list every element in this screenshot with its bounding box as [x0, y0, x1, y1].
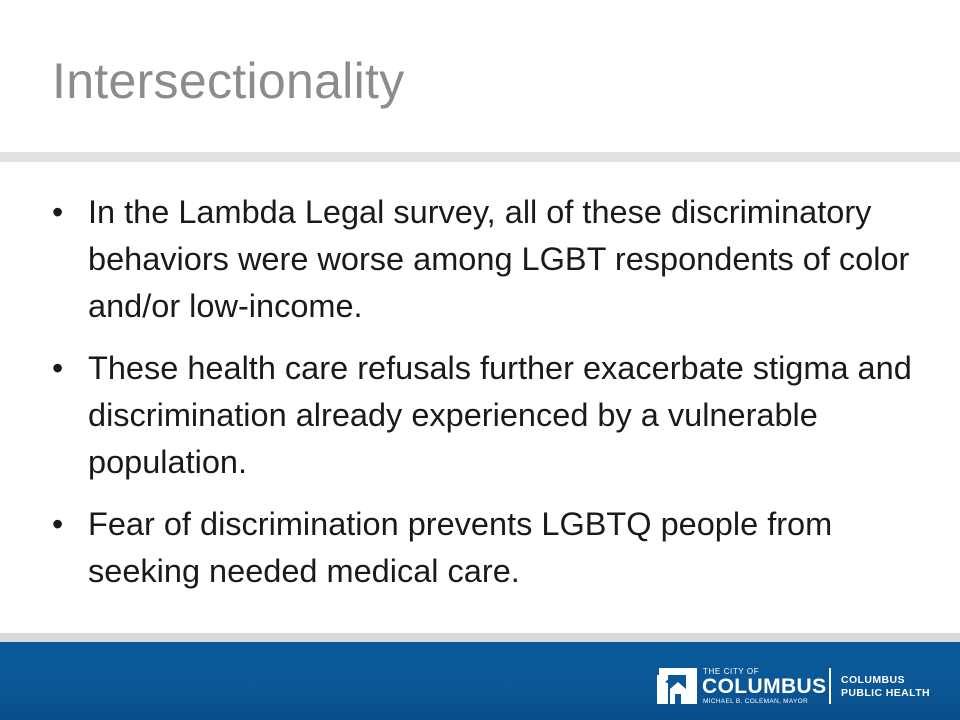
bullet-text: Fear of discrimination prevents LGBTQ people from seeking needed medical care. [88, 506, 833, 589]
bullet-item [52, 345, 932, 486]
slide-title: Intersectionality [52, 53, 405, 109]
logo-department [841, 674, 930, 700]
logo-dept-line-2: PUBLIC HEALTH [841, 687, 930, 699]
logo-city-name: COLUMBUS [702, 675, 827, 698]
logo-city-prefix: THE CITY OF [703, 667, 760, 676]
bullet-item [52, 189, 932, 330]
logo-mayor-line: MICHAEL B. COLEMAN, MAYOR [703, 698, 809, 705]
bullet-text: In the Lambda Legal survey, all of these discriminatory behaviors were worse among LGBT respondents of color and/or low-income. [88, 194, 910, 324]
bullet-dot: • [52, 350, 64, 386]
city-of-columbus-logo-icon [657, 668, 697, 704]
title-divider [0, 152, 960, 162]
bullet-list [52, 189, 932, 610]
logo-divider [829, 668, 831, 704]
logo-dept-line-1: COLUMBUS [841, 674, 905, 686]
bullet-text: These health care refusals further exacerbate stigma and discrimination already experienced by a vulnerable population. [88, 350, 912, 480]
footer-divider [0, 633, 960, 642]
bullet-dot: • [52, 506, 64, 542]
bullet-item [52, 501, 932, 595]
bullet-dot: • [52, 194, 64, 230]
